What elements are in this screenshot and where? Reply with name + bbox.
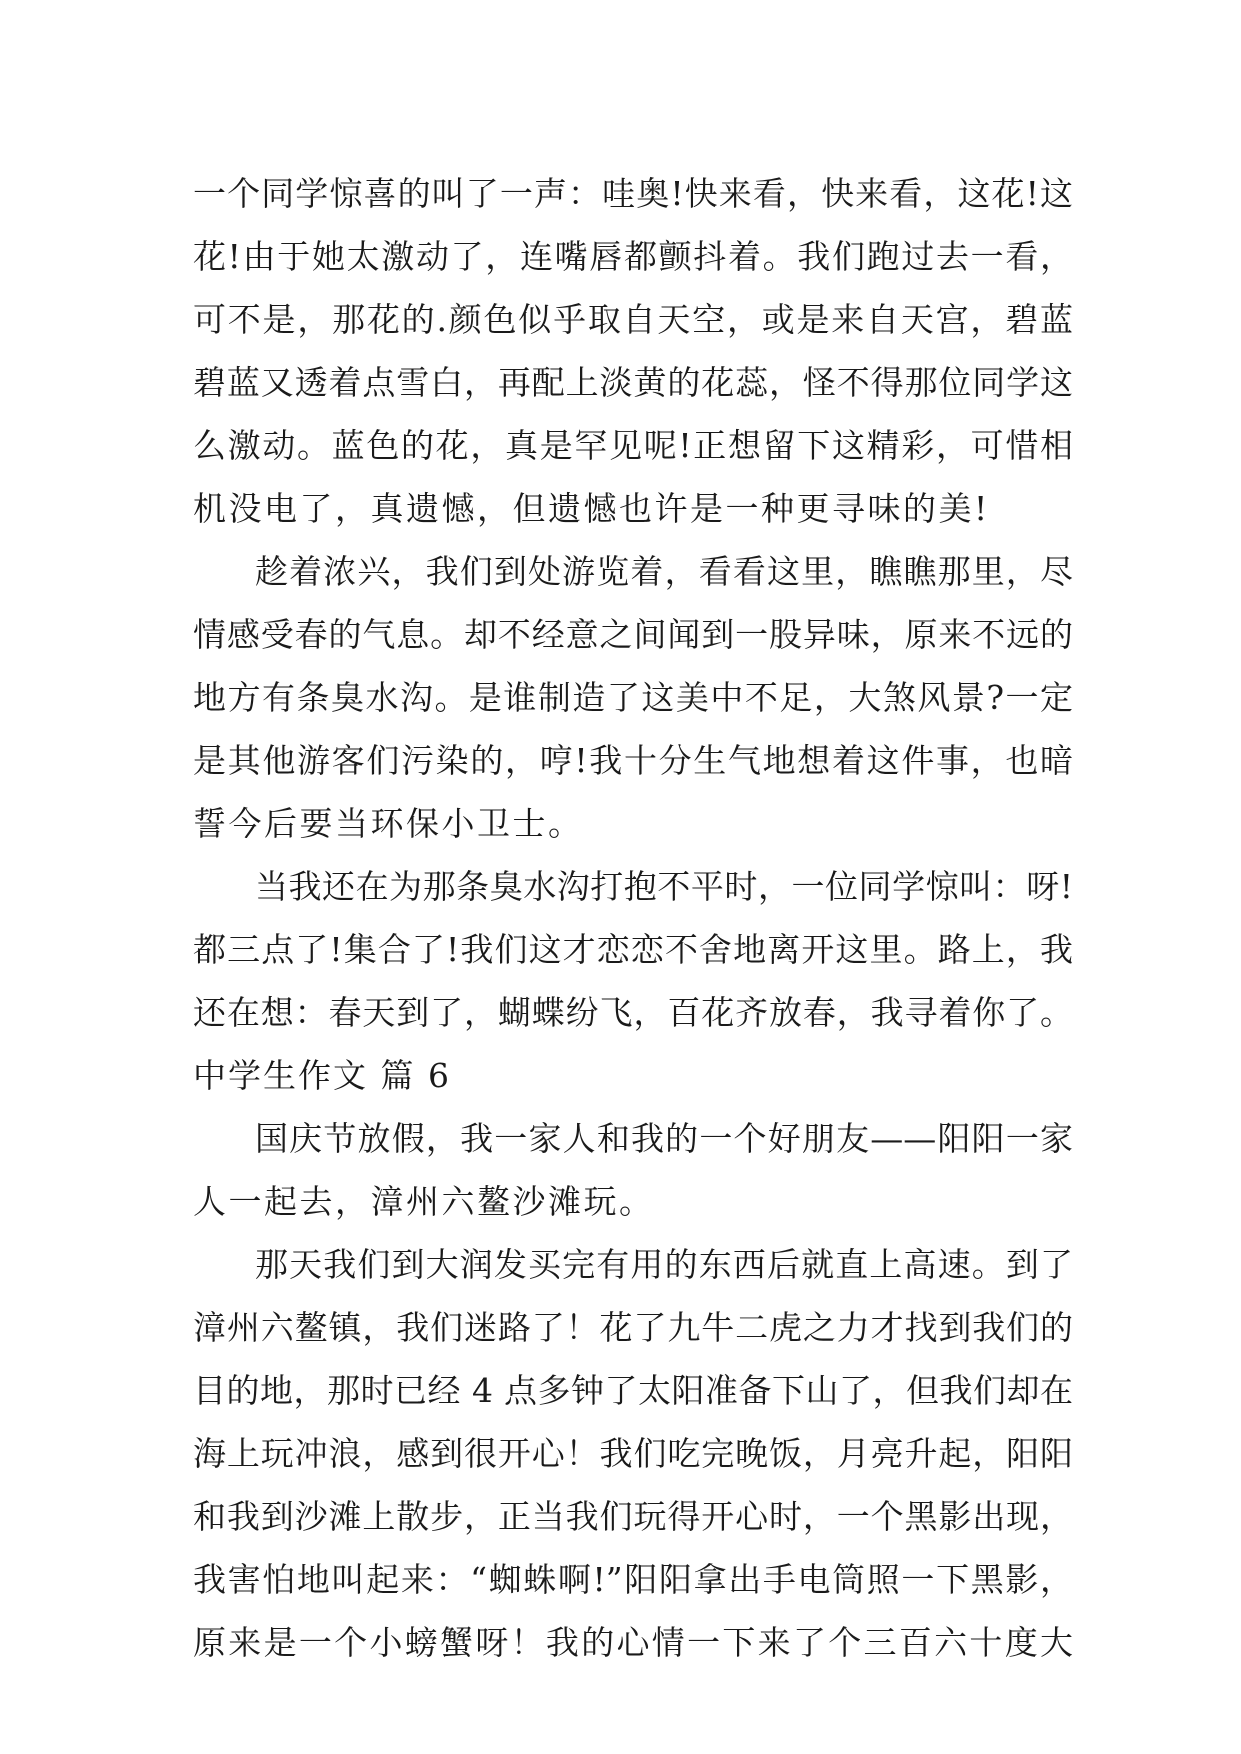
text-line: 还在想：春天到了，蝴蝶纷飞，百花齐放春，我寻着你了。 xyxy=(193,993,1073,1032)
text-line: 漳州六鳌镇，我们迷路了！花了九牛二虎之力才找到我们的 xyxy=(193,1308,1073,1347)
text-line: 原来是一个小螃蟹呀！我的心情一下来了个三百六十度大 xyxy=(193,1623,1073,1662)
text-line: 碧蓝又透着点雪白，再配上淡黄的花蕊，怪不得那位同学这 xyxy=(193,363,1073,402)
text-line: 我害怕地叫起来：“蜘蛛啊!”阳阳拿出手电筒照一下黑影， xyxy=(193,1560,1073,1599)
text-line: 目的地，那时已经 4 点多钟了太阳准备下山了，但我们却在 xyxy=(193,1371,1073,1410)
text-line: 一个同学惊喜的叫了一声：哇奥!快来看，快来看，这花!这 xyxy=(193,174,1073,213)
text-line: 地方有条臭水沟。是谁制造了这美中不足，大煞风景?一定 xyxy=(193,678,1073,717)
text-line: 机没电了，真遗憾，但遗憾也许是一种更寻味的美! xyxy=(193,489,990,528)
text-line: 是其他游客们污染的，哼!我十分生气地想着这件事，也暗 xyxy=(193,741,1073,780)
text-line: 国庆节放假，我一家人和我的一个好朋友——阳阳一家 xyxy=(255,1119,1073,1158)
text-line: 情感受春的气息。却不经意之间闻到一股异味，原来不远的 xyxy=(193,615,1073,654)
document-body xyxy=(193,162,1073,1674)
text-line: 誓今后要当环保小卫士。 xyxy=(193,804,584,843)
text-line: 人一起去，漳州六鳌沙滩玩。 xyxy=(193,1182,655,1221)
text-line: 可不是，那花的.颜色似乎取自天空，或是来自天宫，碧蓝 xyxy=(193,300,1073,339)
text-line: 花!由于她太激动了，连嘴唇都颤抖着。我们跑过去一看， xyxy=(193,237,1073,276)
text-line: 都三点了!集合了!我们这才恋恋不舍地离开这里。路上，我 xyxy=(193,930,1073,969)
text-line: 那天我们到大润发买完有用的东西后就直上高速。到了 xyxy=(255,1245,1073,1284)
section-heading: 中学生作文 篇 6 xyxy=(193,1056,451,1095)
text-line: 当我还在为那条臭水沟打抱不平时，一位同学惊叫：呀! xyxy=(255,867,1073,906)
text-line: 海上玩冲浪，感到很开心！我们吃完晚饭，月亮升起，阳阳 xyxy=(193,1434,1073,1473)
text-line: 么激动。蓝色的花，真是罕见呢!正想留下这精彩，可惜相 xyxy=(193,426,1073,465)
text-line: 和我到沙滩上散步，正当我们玩得开心时，一个黑影出现， xyxy=(193,1497,1073,1536)
text-line: 趁着浓兴，我们到处游览着，看看这里，瞧瞧那里，尽 xyxy=(255,552,1073,591)
